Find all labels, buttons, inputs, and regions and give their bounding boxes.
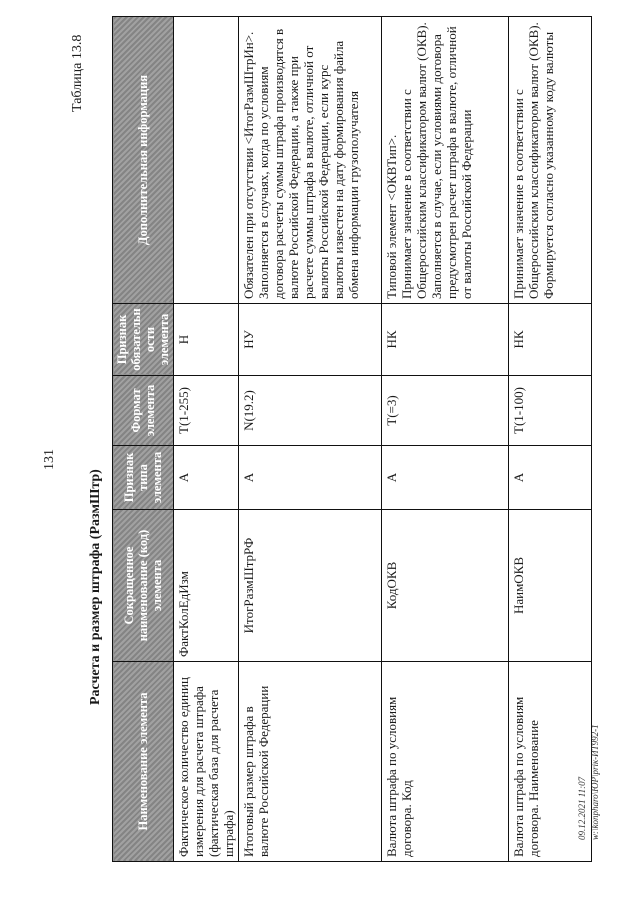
cell-format: T(1-100) [509,376,592,446]
elements-table [112,16,592,862]
cell-type: А [509,446,592,510]
cell-info [382,17,509,304]
cell-type: А [174,446,239,510]
cell-format: T(1-255) [174,376,239,446]
cell-name: Валюта штрафа по условиям договора. Наименование [509,662,592,862]
cell-name: Валюта штрафа по условиям договора. Код [382,662,509,862]
cell-info [239,17,382,304]
info-line: Формируется согласно указанному коду валюты [541,31,556,299]
cell-name: Фактическое количество единиц измерения для расчета штрафа (фактическая база для расчета штрафа) [174,662,239,862]
cell-format: N(19.2) [239,376,382,446]
header-code: Сокращенное наименование (код) элемента [113,510,174,662]
info-line: Типовой элемент <ОКВТип>. [384,134,399,299]
info-line: Принимает значение в соответствии с Общероссийским классификатором валют (ОКВ). [399,22,429,299]
cell-required: НК [509,304,592,376]
table-title: Расчета и размер штрафа (РазмШтр) [88,469,103,705]
table-header-row [113,17,174,862]
table-row [382,17,509,862]
table-row [239,17,382,862]
table-row [509,17,592,862]
cell-info [174,17,239,304]
cell-type: А [239,446,382,510]
footer-date: 09.12.2021 11:07 [577,776,587,840]
info-line: Принимает значение в соответствии с Общероссийским классификатором валют (ОКВ). [511,22,541,299]
cell-code: ФактКолЕдИзм [174,510,239,662]
footer-file-path: w:\konpharo\ЮР\priк-ИТ992-1 [590,724,600,840]
header-type: Признак типа элемента [113,446,174,510]
page-number: 131 [42,449,57,470]
cell-type: А [382,446,509,510]
cell-format: T(=3) [382,376,509,446]
info-line: Обязателен при отсутствии <ИтогРазмШтрИн>. [241,31,256,299]
header-name: Наименование элемента [113,662,174,862]
cell-code: НаимОКВ [509,510,592,662]
cell-name: Итоговый размер штрафа в валюте Российской Федерации [239,662,382,862]
document-table-rotated [112,17,560,862]
header-required: Признак обязательности элемента [113,304,174,376]
cell-required: Н [174,304,239,376]
header-info: Дополнительная информация [113,17,174,304]
header-format: Формат элемента [113,376,174,446]
info-line: Заполняется в случае, если условиями договора предусмотрен расчет штрафа в валюте, отличной от валюты Российской Федерации [429,26,474,299]
table-label: Таблица 13.8 [70,34,85,112]
cell-info [509,17,592,304]
cell-code: КодОКВ [382,510,509,662]
cell-required: НК [382,304,509,376]
info-line: Заполняется в случаях, когда по условиям договора расчеты суммы штрафа производятся в валюте Российской Федерации, а также при расчете суммы штрафа в валюте, отличной от валюты Российской Федерации, если курс валюты известен на дату формирования файла обмена информации грузополучателя [256,28,361,299]
cell-required: НУ [239,304,382,376]
cell-code: ИтогРазмШтрРФ [239,510,382,662]
table-row [174,17,239,862]
